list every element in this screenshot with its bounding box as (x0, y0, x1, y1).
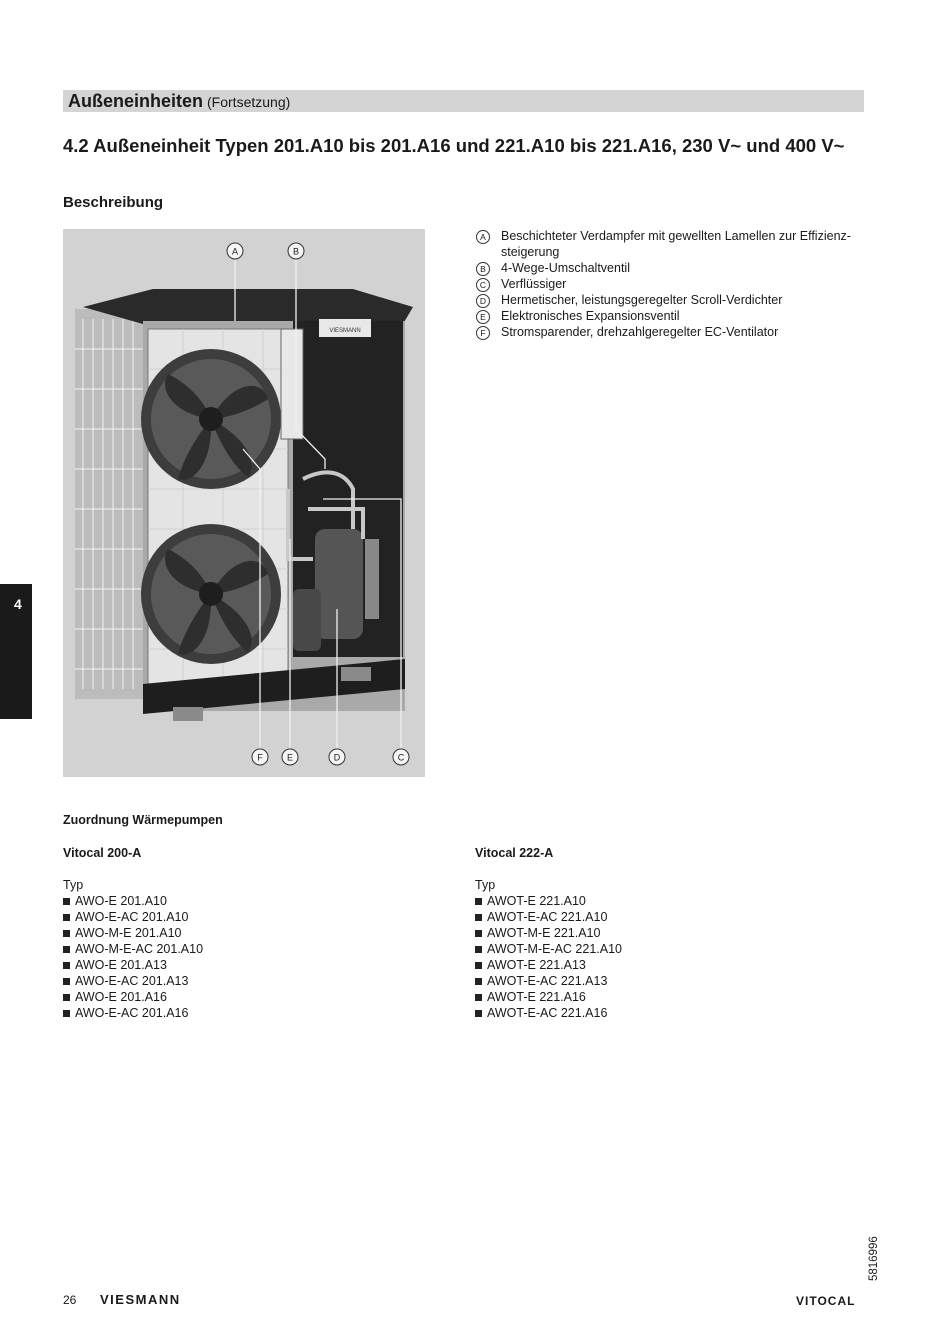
product-name: VITOCAL (796, 1294, 856, 1308)
viessmann-logo: VIESMANN (100, 1292, 181, 1307)
right-heading: Vitocal 222-A (475, 846, 554, 860)
list-item: AWO-M-E-AC 201.A10 (63, 941, 203, 957)
callout-b (288, 243, 304, 259)
header-title: Außeneinheiten (Fortsetzung) (68, 91, 291, 111)
heat-pump-drawing (63, 229, 425, 777)
svg-text:D: D (333, 752, 341, 763)
right-type-label: Typ (475, 878, 496, 892)
evaporator-fins (75, 309, 145, 699)
list-item: AWO-E 201.A13 (63, 957, 203, 973)
list-item: AWOT-M-E 221.A10 (475, 925, 622, 941)
list-item: AWOT-E 221.A10 (475, 893, 622, 909)
list-item: AWOT-E 221.A13 (475, 957, 622, 973)
chapter-number: 4 (14, 596, 22, 612)
callout-e (282, 749, 298, 765)
legend-item-b: B 4-Wege-Umschaltventil (475, 260, 865, 276)
left-type-label: Typ (63, 878, 84, 892)
compressor (315, 529, 363, 639)
list-item: AWOT-E-AC 221.A16 (475, 1005, 622, 1021)
list-item: AWO-E-AC 201.A10 (63, 909, 203, 925)
list-item: AWOT-E-AC 221.A13 (475, 973, 622, 989)
condenser (365, 539, 379, 619)
legend-item-c: C Verflüssiger (475, 276, 865, 292)
heat-pump-illustration (63, 229, 425, 777)
legend-item-a: A Beschichteter Verdampfer mit gewellten Lamellen zur Effizienz-steigerung (475, 228, 865, 260)
list-item: AWO-M-E 201.A10 (63, 925, 203, 941)
list-item: AWOT-E 221.A16 (475, 989, 622, 1005)
svg-text:E: E (286, 752, 294, 763)
legend-item-f: F Stromsparender, drehzahlgeregelter EC-Ventilator (475, 324, 865, 340)
electronics-board (281, 329, 303, 439)
callout-f (252, 749, 268, 765)
list-item: AWOT-M-E-AC 221.A10 (475, 941, 622, 957)
page-number: 26 (63, 1293, 77, 1307)
callout-d (329, 749, 345, 765)
receiver-tank (293, 589, 321, 651)
legend-item-d: D Hermetischer, leistungsgeregelter Scroll-Verdichter (475, 292, 865, 308)
svg-text:C: C (397, 752, 405, 763)
assignment-title: Zuordnung Wärmepumpen (63, 813, 223, 827)
svg-text:A: A (231, 246, 239, 257)
callout-c (393, 749, 409, 765)
assignment-right-column (475, 845, 622, 1021)
section-header-bar (63, 90, 864, 112)
chapter-tab (0, 584, 32, 719)
svg-text:F: F (257, 752, 263, 763)
subtitle: Beschreibung (63, 194, 164, 211)
svg-text:B: B (292, 246, 300, 257)
callout-a (227, 243, 243, 259)
header-suffix: (Fortsetzung) (207, 94, 291, 110)
document-number: 5816996 (868, 1236, 880, 1281)
list-item: AWO-E-AC 201.A13 (63, 973, 203, 989)
housing-top (83, 289, 413, 324)
left-heading: Vitocal 200-A (63, 846, 142, 860)
legend (475, 228, 865, 340)
list-item: AWO-E 201.A10 (63, 893, 203, 909)
list-item: AWO-E-AC 201.A16 (63, 1005, 203, 1021)
list-item: AWO-E 201.A16 (63, 989, 203, 1005)
legend-item-e: E Elektronisches Expansionsventil (475, 308, 865, 324)
brand-plate-text: VIESMANN (329, 328, 361, 334)
list-item: AWOT-E-AC 221.A10 (475, 909, 622, 925)
section-title: 4.2 Außeneinheit Typen 201.A10 bis 201.A16 und 221.A10 bis 221.A16, 230 V~ und 400 V~ (63, 135, 845, 156)
assignment-left-column (63, 845, 203, 1021)
